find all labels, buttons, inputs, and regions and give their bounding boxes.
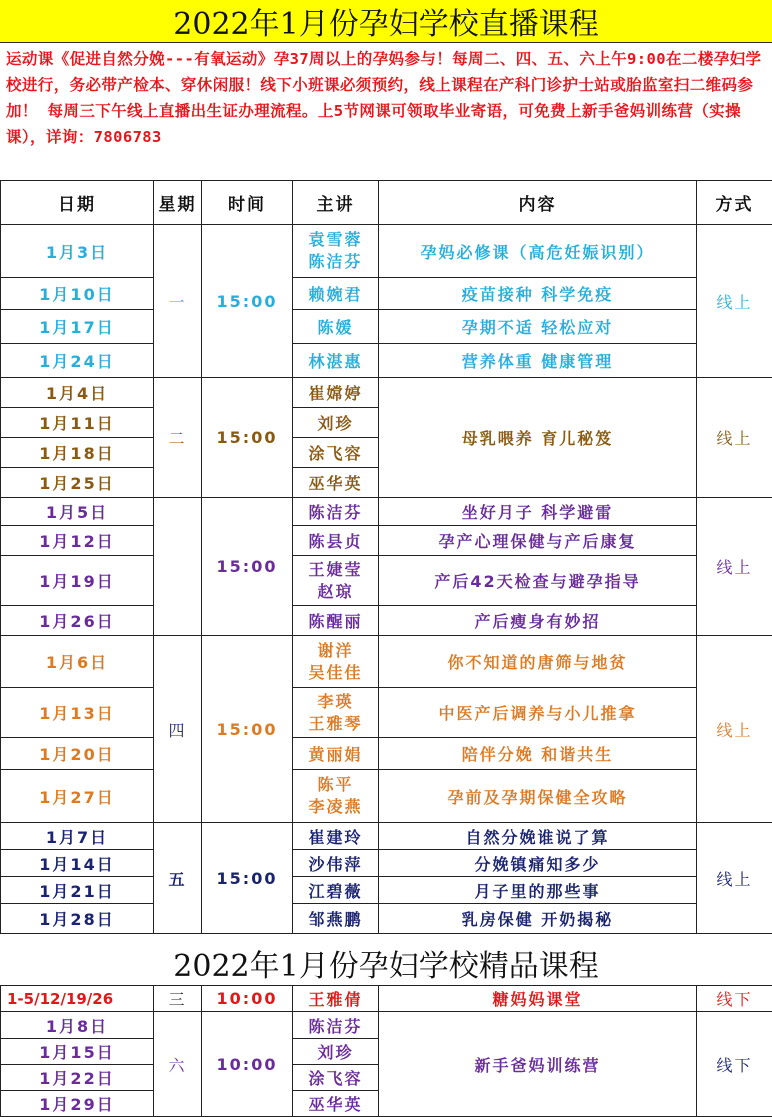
weekday-cell: 一 — [154, 225, 202, 378]
notice-text: 运动课《促进自然分娩---有氧运动》孕37周以上的孕妈参与！每周二、四、五、六上午9:00在二楼孕妇学校进行，务必带产检本、穿休闲服！线下小班课必须预约，线上课程在产科门诊护士站或胎监室扫二维码参加！ 每周三下午线上直播出生证办理流程。上5节网课可领取毕业寄语，可免费上新手爸妈训练营（实操课），详询：7806783 — [6, 50, 762, 146]
time-cell: 15:00 — [202, 225, 293, 378]
speaker-cell: 巫华英 — [293, 1091, 379, 1117]
speaker-cell: 陈媛 — [293, 310, 379, 344]
table-row — [1, 823, 772, 850]
table-row — [1, 526, 772, 556]
live-schedule-table — [0, 180, 772, 934]
content-cell: 疫苗接种 科学免疫 — [379, 278, 697, 310]
speaker-cell: 崔嫦婷 — [293, 378, 379, 408]
speaker-cell: 邹燕鹏 — [293, 904, 379, 934]
time-cell: 10:00 — [202, 1012, 293, 1117]
content-cell: 产后42天检查与避孕指导 — [379, 556, 697, 606]
mode-cell: 线下 — [697, 986, 772, 1012]
date-cell: 1月14日 — [1, 850, 154, 877]
speaker-cell: 陈平 李凌燕 — [293, 770, 379, 823]
date-cell: 1月20日 — [1, 738, 154, 770]
speaker-cell: 巫华英 — [293, 468, 379, 498]
content-cell: 分娩镇痛知多少 — [379, 850, 697, 877]
speaker-cell: 陈洁芬 — [293, 498, 379, 526]
date-cell: 1月27日 — [1, 770, 154, 823]
speaker-cell: 袁雪蓉 陈洁芬 — [293, 225, 379, 278]
table-row — [1, 498, 772, 526]
page-title: 2022年1月份孕妇学校直播课程 — [0, 0, 772, 43]
date-cell: 1月21日 — [1, 877, 154, 904]
speaker-cell: 陈醒丽 — [293, 606, 379, 636]
speaker-cell: 李瑛 王雅琴 — [293, 688, 379, 738]
content-cell: 孕妈必修课（高危妊娠识别） — [379, 225, 697, 278]
speaker-cell: 黄丽娟 — [293, 738, 379, 770]
speaker-cell: 崔建玲 — [293, 823, 379, 850]
table-row — [1, 688, 772, 738]
table-row — [1, 310, 772, 344]
speaker-cell: 江碧薇 — [293, 877, 379, 904]
table-row — [1, 770, 772, 823]
header-mode: 方式 — [697, 181, 772, 225]
weekday-cell: 三 — [154, 986, 202, 1012]
content-cell: 乳房保健 开奶揭秘 — [379, 904, 697, 934]
speaker-cell: 王婕莹 赵琼 — [293, 556, 379, 606]
time-cell: 15:00 — [202, 636, 293, 823]
table-row — [1, 877, 772, 904]
content-cell: 新手爸妈训练营 — [379, 1012, 697, 1117]
header-weekday: 星期 — [154, 181, 202, 225]
content-cell: 坐好月子 科学避雷 — [379, 498, 697, 526]
time-cell: 15:00 — [202, 498, 293, 636]
time-cell: 15:00 — [202, 378, 293, 498]
table-row — [1, 850, 772, 877]
speaker-cell: 刘珍 — [293, 1039, 379, 1065]
date-cell: 1月8日 — [1, 1012, 154, 1039]
time-cell: 15:00 — [202, 823, 293, 934]
content-cell: 陪伴分娩 和谐共生 — [379, 738, 697, 770]
mode-cell: 线上 — [697, 823, 772, 934]
table-row — [1, 636, 772, 688]
content-cell: 母乳喂养 育儿秘笈 — [379, 378, 697, 498]
table-row — [1, 738, 772, 770]
section-title-premium: 2022年1月份孕妇学校精品课程 — [0, 941, 772, 985]
content-cell: 糖妈妈课堂 — [379, 986, 697, 1012]
date-cell: 1月6日 — [1, 636, 154, 688]
speaker-cell: 涂飞容 — [293, 438, 379, 468]
table-row — [1, 278, 772, 310]
date-cell: 1-5/12/19/26 — [1, 986, 154, 1012]
table-row — [1, 606, 772, 636]
date-cell: 1月29日 — [1, 1091, 154, 1117]
content-cell: 月子里的那些事 — [379, 877, 697, 904]
speaker-cell: 刘珍 — [293, 408, 379, 438]
date-cell: 1月17日 — [1, 310, 154, 344]
date-cell: 1月11日 — [1, 408, 154, 438]
mode-cell: 线下 — [697, 1012, 772, 1117]
date-cell: 1月12日 — [1, 526, 154, 556]
content-cell: 孕期不适 轻松应对 — [379, 310, 697, 344]
table-row — [1, 225, 772, 278]
date-cell: 1月28日 — [1, 904, 154, 934]
mode-cell: 线上 — [697, 498, 772, 636]
weekday-cell: 六 — [154, 1012, 202, 1117]
table-row — [1, 556, 772, 606]
content-cell: 你不知道的唐筛与地贫 — [379, 636, 697, 688]
table-row — [1, 904, 772, 934]
mode-cell: 线上 — [697, 225, 772, 378]
date-cell: 1月5日 — [1, 498, 154, 526]
date-cell: 1月25日 — [1, 468, 154, 498]
weekday-cell: 二 — [154, 378, 202, 498]
table-row — [1, 344, 772, 378]
table-header-row — [1, 181, 772, 225]
header-date: 日期 — [1, 181, 154, 225]
date-cell: 1月15日 — [1, 1039, 154, 1065]
header-content: 内容 — [379, 181, 697, 225]
table-row — [1, 1012, 772, 1039]
speaker-cell: 陈洁芬 — [293, 1012, 379, 1039]
premium-schedule-table — [0, 985, 772, 1117]
table-row — [1, 378, 772, 408]
date-cell: 1月3日 — [1, 225, 154, 278]
weekday-cell: 四 — [154, 636, 202, 823]
date-cell: 1月26日 — [1, 606, 154, 636]
date-cell: 1月13日 — [1, 688, 154, 738]
content-cell: 自然分娩谁说了算 — [379, 823, 697, 850]
time-cell: 10:00 — [202, 986, 293, 1012]
speaker-cell: 赖婉君 — [293, 278, 379, 310]
content-cell: 中医产后调养与小儿推拿 — [379, 688, 697, 738]
date-cell: 1月10日 — [1, 278, 154, 310]
speaker-cell: 沙伟萍 — [293, 850, 379, 877]
weekday-cell — [154, 498, 202, 636]
date-cell: 1月24日 — [1, 344, 154, 378]
speaker-cell: 王雅倩 — [293, 986, 379, 1012]
weekday-cell: 五 — [154, 823, 202, 934]
speaker-cell: 涂飞容 — [293, 1065, 379, 1091]
table-row — [1, 986, 772, 1012]
header-speaker: 主讲 — [293, 181, 379, 225]
date-cell: 1月22日 — [1, 1065, 154, 1091]
speaker-cell: 林湛惠 — [293, 344, 379, 378]
mode-cell: 线上 — [697, 636, 772, 823]
content-cell: 孕产心理保健与产后康复 — [379, 526, 697, 556]
speaker-cell: 陈县贞 — [293, 526, 379, 556]
date-cell: 1月4日 — [1, 378, 154, 408]
content-cell: 营养体重 健康管理 — [379, 344, 697, 378]
date-cell: 1月19日 — [1, 556, 154, 606]
date-cell: 1月7日 — [1, 823, 154, 850]
mode-cell: 线上 — [697, 378, 772, 498]
date-cell: 1月18日 — [1, 438, 154, 468]
header-time: 时间 — [202, 181, 293, 225]
content-cell: 产后瘦身有妙招 — [379, 606, 697, 636]
content-cell: 孕前及孕期保健全攻略 — [379, 770, 697, 823]
speaker-cell: 谢洋 吴佳佳 — [293, 636, 379, 688]
